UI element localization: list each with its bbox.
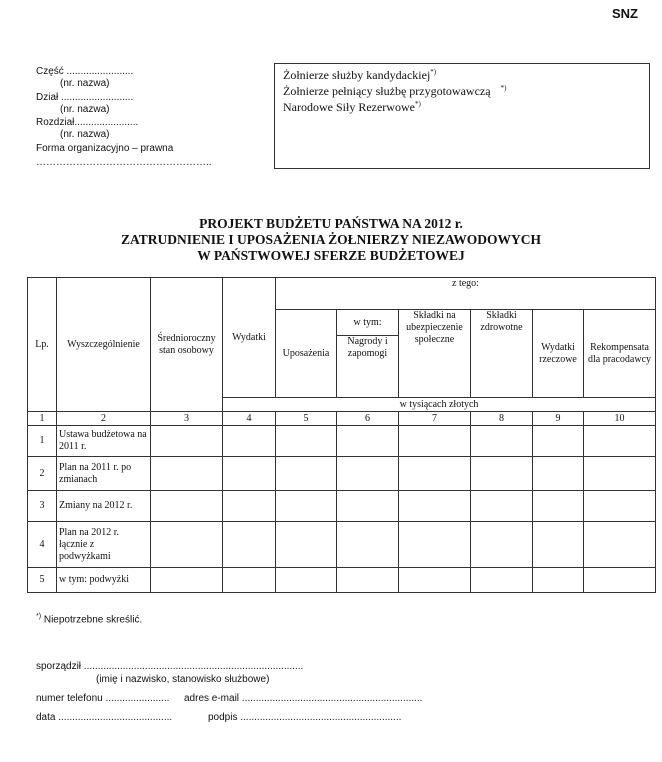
header-units: w tysiącach złotych — [223, 398, 656, 412]
field-czesc-sub: (nr. nazwa) — [60, 78, 110, 89]
row-lp: 4 — [28, 522, 57, 568]
cell-input[interactable] — [276, 568, 337, 593]
row-lp: 3 — [28, 491, 57, 522]
footnote: *) Niepotrzebne skreślić. — [36, 613, 143, 626]
col-number: 2 — [57, 412, 151, 426]
field-email: adres e-mail ................................................................. — [184, 693, 423, 704]
cell-input[interactable] — [399, 568, 471, 593]
title-line-2: ZATRUDNIENIE I UPOSAŻENIA ŻOŁNIERZY NIEZAWODOWYCH — [120, 232, 542, 247]
col-number: 10 — [584, 412, 656, 426]
category-item: Żołnierze pełniący służbę przygotowawczą *) — [283, 84, 507, 98]
table-row — [28, 522, 656, 568]
cell-input[interactable] — [276, 522, 337, 568]
cell-input[interactable] — [584, 457, 656, 491]
header-wyszczegolnienie: Wyszczególnienie — [57, 278, 151, 412]
row-lp: 1 — [28, 426, 57, 457]
table-row — [28, 457, 656, 491]
field-org-form-dots: …………………………………………….. — [36, 157, 212, 168]
cell-input[interactable] — [151, 568, 223, 593]
header-wydatki: Wydatki — [223, 278, 276, 398]
field-dzial-sub: (nr. nazwa) — [60, 104, 110, 115]
table-row — [28, 426, 656, 457]
field-rozdzial-sub: (nr. nazwa) — [60, 129, 110, 140]
cell-input[interactable] — [223, 568, 276, 593]
title-line-3: W PAŃSTWOWEJ SFERZE BUDŻETOWEJ — [197, 248, 465, 263]
table-row — [28, 491, 656, 522]
cell-input[interactable] — [533, 457, 584, 491]
cell-input[interactable] — [471, 426, 533, 457]
cell-input[interactable] — [223, 457, 276, 491]
cell-input[interactable] — [223, 491, 276, 522]
field-rozdzial: Rozdział....................... — [36, 117, 139, 128]
row-label: Ustawa budżetowa na 2011 r. — [57, 426, 151, 457]
cell-input[interactable] — [399, 426, 471, 457]
cell-input[interactable] — [399, 522, 471, 568]
row-label: Plan na 2012 r. łącznie z podwyżkami — [57, 522, 151, 568]
cell-input[interactable] — [399, 457, 471, 491]
field-sporzadzil: sporządził ............................................................................... — [36, 661, 304, 672]
category-item: Żołnierze służby kandydackiej*) — [283, 68, 437, 82]
cell-input[interactable] — [533, 491, 584, 522]
cell-input[interactable] — [151, 426, 223, 457]
field-czesc: Część ........................ — [36, 66, 134, 77]
col-number: 4 — [223, 412, 276, 426]
row-lp: 5 — [28, 568, 57, 593]
header-stan-osobowy: Średnioroczny stan osobowy — [151, 278, 223, 412]
header-w-tym: w tym: — [337, 310, 399, 336]
header-wydatki-rzeczowe: Wydatki rzeczowe — [533, 310, 584, 398]
col-number: 6 — [337, 412, 399, 426]
col-number: 1 — [28, 412, 57, 426]
cell-input[interactable] — [223, 522, 276, 568]
header-lp: Lp. — [28, 278, 57, 412]
cell-input[interactable] — [584, 491, 656, 522]
cell-input[interactable] — [533, 568, 584, 593]
cell-input[interactable] — [471, 522, 533, 568]
cell-input[interactable] — [533, 522, 584, 568]
cell-input[interactable] — [337, 568, 399, 593]
cell-input[interactable] — [533, 426, 584, 457]
header-skladki-spoleczne: Składki na ubezpieczenie społeczne — [399, 310, 471, 398]
header-rekompensata: Rekompensata dla pracodawcy — [584, 310, 656, 398]
header-z-tego: z tego: — [276, 278, 656, 310]
table-row — [28, 568, 656, 593]
category-item: Narodowe Siły Rezerwowe*) — [283, 100, 421, 114]
cell-input[interactable] — [276, 491, 337, 522]
field-data: data ......................................... — [36, 712, 173, 723]
cell-input[interactable] — [276, 426, 337, 457]
cell-input[interactable] — [337, 491, 399, 522]
col-number: 5 — [276, 412, 337, 426]
header-nagrody: Nagrody i zapomogi — [337, 336, 399, 398]
row-label: Zmiany na 2012 r. — [57, 491, 151, 522]
col-number: 3 — [151, 412, 223, 426]
row-lp: 2 — [28, 457, 57, 491]
cell-input[interactable] — [151, 457, 223, 491]
budget-table — [27, 277, 656, 593]
cell-input[interactable] — [276, 457, 337, 491]
field-org-form: Forma organizacyjno – prawna — [36, 143, 174, 154]
row-label: Plan na 2011 r. po zmianach — [57, 457, 151, 491]
cell-input[interactable] — [151, 522, 223, 568]
cell-input[interactable] — [584, 568, 656, 593]
field-sporzadzil-sub: (imię i nazwisko, stanowisko służbowe) — [96, 674, 270, 685]
cell-input[interactable] — [151, 491, 223, 522]
col-number: 7 — [399, 412, 471, 426]
row-label: w tym: podwyżki — [57, 568, 151, 593]
cell-input[interactable] — [399, 491, 471, 522]
col-number: 8 — [471, 412, 533, 426]
cell-input[interactable] — [584, 426, 656, 457]
col-number: 9 — [533, 412, 584, 426]
header-uposazenia: Uposażenia — [276, 310, 337, 398]
cell-input[interactable] — [337, 457, 399, 491]
cell-input[interactable] — [223, 426, 276, 457]
cell-input[interactable] — [471, 457, 533, 491]
field-dzial: Dział .......................... — [36, 92, 134, 103]
cell-input[interactable] — [337, 426, 399, 457]
form-code: SNZ — [612, 6, 638, 21]
field-telefon: numer telefonu ....................... — [36, 693, 170, 704]
title-line-1: PROJEKT BUDŻETU PAŃSTWA NA 2012 r. — [199, 216, 463, 231]
cell-input[interactable] — [584, 522, 656, 568]
cell-input[interactable] — [471, 491, 533, 522]
category-box — [274, 63, 650, 169]
cell-input[interactable] — [337, 522, 399, 568]
field-podpis: podpis .......................................................... — [208, 712, 402, 723]
cell-input[interactable] — [471, 568, 533, 593]
header-skladki-zdrowotne: Składki zdrowotne — [471, 310, 533, 398]
